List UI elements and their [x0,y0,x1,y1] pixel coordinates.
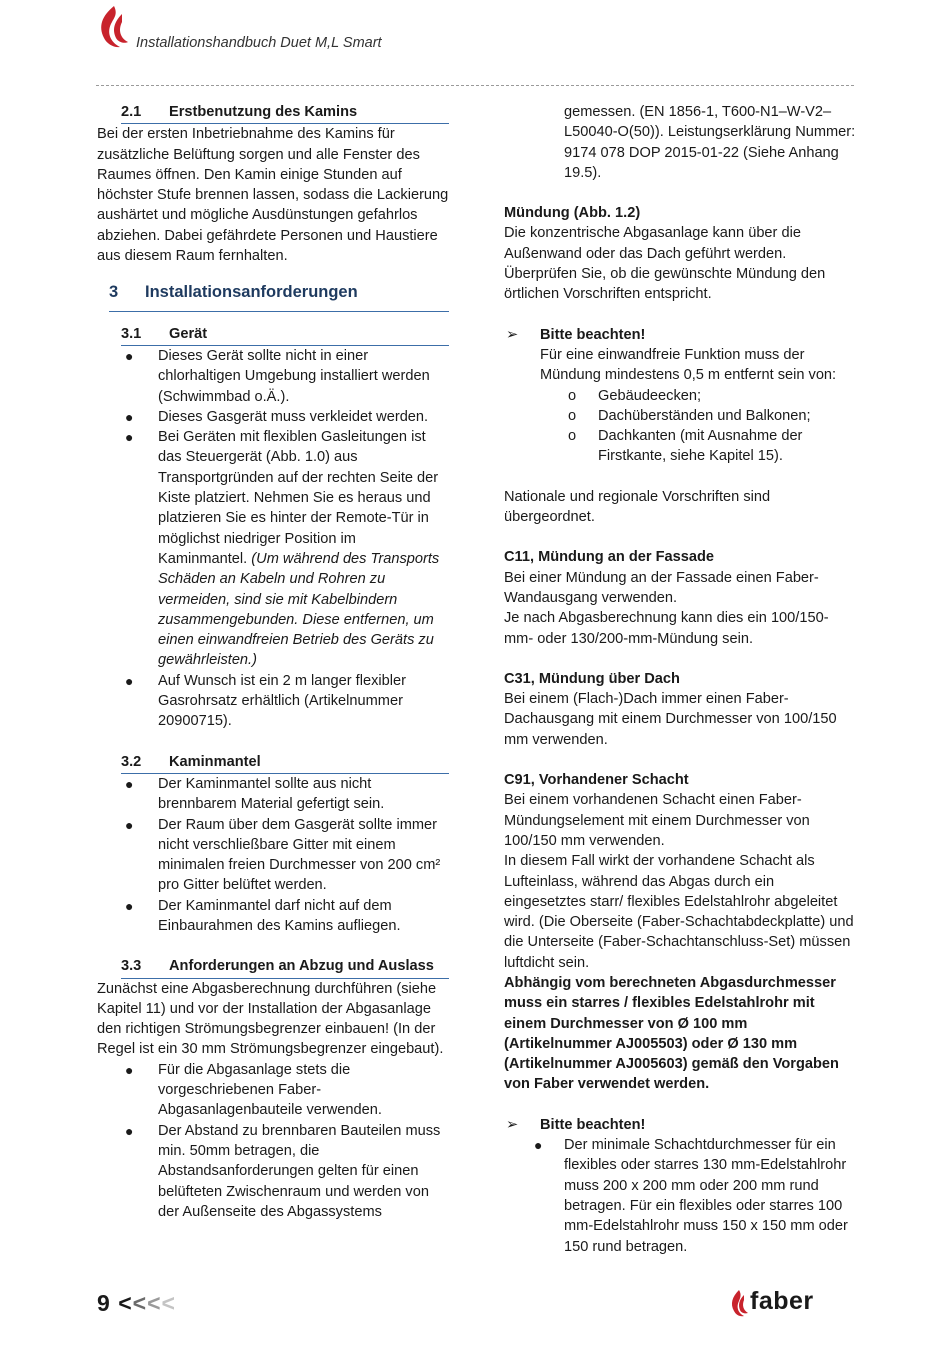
bullet-icon: ● [125,408,134,425]
faber-logo: faber [728,1287,828,1321]
c11-text: Je nach Abgasberechnung kann dies ein 100/150-mm- oder 130/200-mm-Mündung sein. [504,610,829,647]
section-heading-2-1: 2.1 Erstbenutzung des Kamins [121,102,449,124]
list-item: ● Für die Abgasanlage stets die vorgeschriebenen Faber-Abgasanlagenbauteile verwenden. [125,1061,382,1119]
circle-bullet-icon: o [568,387,577,404]
chevron-left-icon: < [132,1290,148,1316]
c31-text: Bei einem (Flach-)Dach immer einen Faber-Dachausgang mit einem Durchmesser von 100/150 mm verwenden. [504,691,837,748]
c11-heading: C11, Mündung an der Fassade [504,549,715,566]
arrow-bullet-icon: ➢ [506,1116,519,1133]
section-heading-3: 3 Installationsanforderungen [109,282,449,311]
c91-text: Bei einem vorhandenen Schacht einen Faber-Mündungselement mit einem Durchmesser von 100/150 mm verwenden. [504,792,810,849]
bullet-icon: ● [125,1061,134,1078]
chevron-left-icon: < [118,1290,133,1316]
bullet-icon: ● [125,816,134,833]
chevron-left-icon: < [147,1290,162,1316]
c91-bold-text: Abhängig vom berechneten Abgasdurchmesser muss ein starres / flexibles Edelstahlrohr mit einem Durchmesser von Ø 100 mm (Artikelnummer AJ005503) oder Ø 130 mm (Artikelnummer AJ005603) gemäß den Vorgaben von Faber verwendet werden. [504,974,839,1093]
header-divider [96,85,854,86]
arrow-bullet-icon: ➢ [506,326,519,343]
section-heading-3-2: 3.2 Kaminmantel [121,752,449,774]
faber-flame-icon [728,1289,750,1319]
page-number: 9 <<<< [97,1290,176,1316]
note-heading: ➢ Bitte beachten! [504,1115,856,1135]
right-column [504,102,856,1257]
c91-heading: C91, Vorhandener Schacht [504,772,689,789]
muendung-heading: Mündung (Abb. 1.2) [504,205,641,222]
italic-note: (Um während des Transports Schäden an Kabeln und Rohren zu vermeiden, sind sie mit Kabelbindern zusammengebunden. Diese entfernen, um einen einwandfreien Betrieb des Geräts zu gewährleisten.) [158,550,440,669]
list-item: ● Der minimale Schachtdurchmesser für ein flexibles oder starres 130 mm-Edelstahlrohr muss 200 x 200 mm oder 200 mm rund betragen. Für ein flexibles oder starres 100 mm-Edelstahlrohr muss 150 x 150 mm oder 150 rund betragen. [534,1137,848,1255]
note-heading: ➢ Bitte beachten! [504,325,856,345]
note-text: Für eine einwandfreie Funktion muss der Mündung mindestens 0,5 m entfernt sein von: [540,346,837,384]
chevron-left-icon: < [161,1290,176,1316]
list-item: ● Der Kaminmantel sollte aus nicht brennbarem Material gefertigt sein. [125,775,385,813]
left-column [97,102,449,1222]
c31-heading: C31, Mündung über Dach [504,670,680,687]
bullet-icon: ● [125,1122,134,1139]
bullet-icon: ● [125,897,134,914]
list-item: ● Der Raum über dem Gasgerät sollte immer nicht verschließbare Gitter mit einem minimalen freien Durchmesser von 200 cm² pro Gitter belüftet werden. [125,816,441,894]
section-heading-3-1: 3.1 Gerät [121,324,449,346]
circle-bullet-icon: o [568,407,577,424]
list-item: ● Der Kaminmantel darf nicht auf dem Einbaurahmen des Kamins aufliegen. [125,897,401,934]
national-text: Nationale und regionale Vorschriften sind übergeordnet. [504,488,771,526]
circle-bullet-icon: o [568,428,577,445]
faber-flame-icon [94,4,132,52]
section-heading-3-3: 3.3 Anforderungen an Abzug und Auslass [121,956,449,978]
list-item: ● Dieses Gerät sollte nicht in einer chlorhaltigen Umgebung installiert werden (Schwimmbad o.Ä.). [125,347,430,405]
list-item: ● Bei Geräten mit flexiblen Gasleitungen ist das Steuergerät (Abb. 1.0) aus Transportgründen auf der rechten Seite der Kiste platziert. Nehmen Sie es heraus und platzieren Sie es hinter der Remote-Tür in möglichst niedriger Position im Kaminmantel. (Um während des Transports Schäden an Kabeln und Rohren zu vermeiden, sind sie mit Kabelbindern zusammengebunden. Diese entfernen, um einen einwandfreien Betrieb des Geräts zu gewährleisten.) [125,429,440,669]
bullet-icon: ● [125,347,134,364]
c91-text: In diesem Fall wirkt der vorhandene Schacht als Lufteinlass, während das Abgas durch ein eingesetztes starr/ flexibles Edelstahlrohr abgeleitet wird. (Die Oberseite (Faber-Schachtabdeckplatte) und die Unterseite (Faber-Schachtanschluss-Set) müssen luftdicht sein. [504,853,854,971]
list-item: o Dachüberständen und Balkonen; [504,406,856,426]
section-text-2-1: Bei der ersten Inbetriebnahme des Kamins für zusätzliche Belüftung sorgen und alle Fenster des Raumes öffnen. Den Kamin einige Stunden auf höchster Stufe brennen lassen, sodass die Lackierung aushärtet und mögliche Ausdünstungen gefahrlos abziehen. Dabei gefährdete Personen und Haustiere aus diesem Raum fernhalten. [97,126,449,265]
list-item: o Dachkanten (mit Ausnahme der Firstkante, siehe Kapitel 15). [568,428,803,465]
bullet-icon: ● [125,429,134,446]
header-title: Installationshandbuch Duet M,L Smart [136,35,382,51]
bullet-icon: ● [125,775,134,792]
continued-text: gemessen. (EN 1856-1, T600-N1–W-V2–L50040-O(50)). Leistungserklärung Nummer: 9174 078 DOP 2015-01-22 (Siehe Anhang 19.5). [564,104,856,181]
list-item: ● Dieses Gasgerät muss verkleidet werden. [97,407,449,427]
list-item: ● Auf Wunsch ist ein 2 m langer flexibler Gasrohrsatz erhältlich (Artikelnummer 20900715). [125,672,406,730]
bullet-icon: ● [534,1137,543,1154]
muendung-text: Die konzentrische Abgasanlage kann über die Außenwand oder das Dach geführt werden. Überprüfen Sie, ob die gewünschte Mündung den örtlichen Vorschriften entspricht. [504,225,826,303]
list-item: ● Der Abstand zu brennbaren Bauteilen muss min. 50mm betragen, die Abstandsanforderungen gelten für einen belüfteten Zwischenraum und werden von der Außenseite des Abgassystems [125,1122,441,1220]
bullet-icon: ● [125,672,134,689]
list-item: o Gebäudeecken; [504,386,856,406]
c11-text: Bei einer Mündung an der Fassade einen Faber-Wandausgang verwenden. [504,569,819,606]
section-text-3-3: Zunächst eine Abgasberechnung durchführen (siehe Kapitel 11) und vor der Installation der Abgasanlage den richtigen Strömungsbegrenzer einbauen! (In der Regel ist ein 30 mm Strömungsbegrenzer eingebaut). [97,980,444,1058]
